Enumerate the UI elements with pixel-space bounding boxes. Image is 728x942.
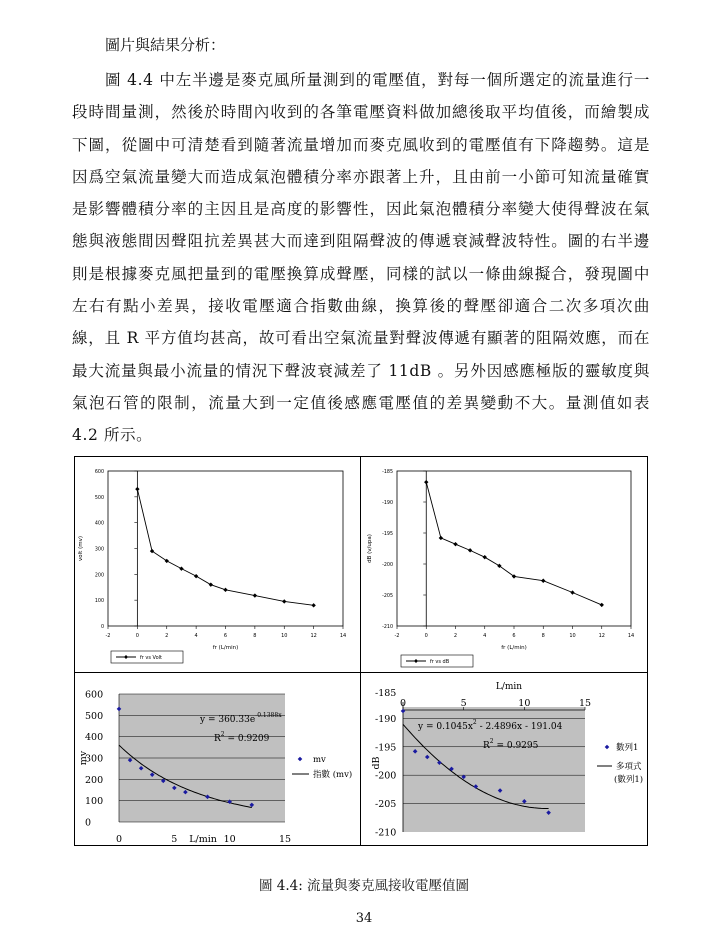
page-number: 34 <box>355 911 373 926</box>
legend <box>111 651 183 663</box>
trend-equation: $y = 0.1045x^2 - 2.4896x - 191.04$ <box>418 719 563 732</box>
y-tick-label: 600 <box>94 470 104 475</box>
x-tick-label: 10 <box>569 633 576 639</box>
legend-marker <box>605 745 610 750</box>
x-tick-label: 5 <box>171 834 178 845</box>
y-tick-label: -200 <box>382 563 393 568</box>
data-point <box>453 542 457 546</box>
y-tick-label: 500 <box>85 710 104 722</box>
x-tick-label: 4 <box>483 633 487 639</box>
y-tick-label: -195 <box>375 742 397 754</box>
data-point <box>424 480 428 484</box>
y-tick-label: -190 <box>382 501 393 506</box>
trend-equation: $y = 360.33e^{-0.1388x}$ <box>200 712 282 725</box>
legend-label: mv <box>313 755 326 765</box>
x-tick-label: 0 <box>115 834 123 845</box>
x-tick-label: 15 <box>278 834 292 845</box>
chart-4 <box>371 682 643 839</box>
chart-2 <box>367 469 634 667</box>
x-tick-label: 2 <box>453 633 458 639</box>
plot-frame <box>108 471 343 626</box>
section-heading: 圖片與結果分析： <box>105 36 226 54</box>
y-tick-label: 100 <box>94 599 104 605</box>
y-tick-label: 400 <box>94 521 104 527</box>
x-tick-label: 10 <box>518 698 531 709</box>
data-point <box>223 588 227 592</box>
chart-3 <box>78 690 352 846</box>
y-tick-label: 400 <box>85 732 104 744</box>
x-tick-label: 8 <box>541 633 545 639</box>
data-point <box>439 536 443 540</box>
data-point <box>209 582 213 586</box>
x-tick-label: 5 <box>460 698 467 709</box>
chart-1 <box>78 469 346 663</box>
legend-label: (數列1) <box>614 775 644 785</box>
y-tick-label: -200 <box>375 770 397 782</box>
legend <box>401 655 473 667</box>
data-point <box>483 555 487 559</box>
x-tick-label: 14 <box>627 633 635 639</box>
x-tick-label: 14 <box>339 633 347 639</box>
figure-4-4 <box>74 456 648 846</box>
x-tick-label: 0 <box>399 698 407 709</box>
y-tick-label: -185 <box>375 688 397 699</box>
y-tick-label: -205 <box>375 799 397 811</box>
x-tick-label: 6 <box>512 633 516 639</box>
legend-marker <box>298 757 303 762</box>
y-tick-label: -210 <box>375 827 397 839</box>
r-squared: $R^2 = 0.9209$ <box>214 731 270 744</box>
figure-charts <box>75 457 647 845</box>
x-tick-label: 0 <box>424 633 428 639</box>
legend-label: 指數 (mv) <box>313 770 353 780</box>
r-squared: $R^2 = 0.9295$ <box>483 738 539 751</box>
legend <box>597 742 643 785</box>
x-axis-label: fr (L/min) <box>501 645 527 651</box>
y-tick-label: 300 <box>94 547 104 553</box>
y-tick-label: 100 <box>85 796 104 808</box>
y-tick-label: -185 <box>382 470 393 475</box>
series-line <box>426 482 602 605</box>
x-tick-label: -2 <box>105 633 111 639</box>
body-paragraph: 圖 4.4 中左半邊是麥克風所量測到的電壓值，對每一個所選定的流量進行一段時間量測，然後於時間內收到的各筆電壓資料做加總後取平均值後，而繪製成下圖，從圖中可清楚看到隨著流量增加而麥克風收到的電壓值有下降趨勢。這是因爲空氣流量變大而造成氣泡體積分率亦跟著上升，且由前一小節可知流量確實是影響體積分率的主因且是高度的影響性，因此氣泡體積分率變大使得聲波在氣態與液態間因聲阻抗差異甚大而達到阻隔聲波的傳遞衰減聲波特性。圖的右半邊則是根據麥克風把量到的電壓換算成聲壓，同樣的試以一條曲線擬合，發現圖中左右有點小差異，接收電壓適合指數曲線，換算後的聲壓卻適合二次多項次曲線，且 R 平方值均甚高，故可看出空氣流量對聲波傳遞有顯著的阻隔效應，而在最大流量與最小流量的情況下聲波衰減差了 11dB 。另外因感應極版的靈敏度與氣泡石管的限制，流量大到一定值後感應電壓值的差異變動不大。量測值如表 4.2 所示。 <box>72 71 650 445</box>
data-point <box>468 548 472 552</box>
x-tick-label: 15 <box>578 698 592 709</box>
x-tick-label: 10 <box>223 834 236 845</box>
x-tick-label: 10 <box>281 633 288 639</box>
data-point <box>194 574 198 578</box>
y-tick-label: 500 <box>94 495 104 501</box>
x-tick-label: 12 <box>310 633 317 639</box>
figure-caption: 圖 4.4: 流量與麥克風接收電壓值圖 <box>258 878 470 894</box>
y-axis-label: mv <box>78 750 89 766</box>
legend <box>292 755 352 780</box>
data-point <box>570 590 574 594</box>
x-tick-label: -2 <box>394 633 400 639</box>
y-tick-label: -210 <box>382 625 393 630</box>
legend-label: fr vs Volt <box>140 655 162 661</box>
y-tick-label: -205 <box>382 594 393 599</box>
data-point <box>282 599 286 603</box>
x-axis-label: L/min <box>495 682 523 692</box>
legend-label: fr vs dB <box>430 659 450 665</box>
legend-label: 多項式 <box>616 762 642 772</box>
y-axis-label: dB <box>371 756 382 770</box>
y-tick-label: 200 <box>85 774 104 786</box>
y-tick-label: 0 <box>100 625 104 630</box>
data-point <box>179 566 183 570</box>
data-point <box>541 579 545 583</box>
data-point <box>135 487 139 491</box>
x-tick-label: 6 <box>223 633 228 639</box>
y-tick-label: -190 <box>375 713 397 725</box>
data-point <box>311 603 315 607</box>
y-tick-label: 0 <box>85 817 92 829</box>
y-tick-label: 300 <box>85 753 104 765</box>
x-axis-label: L/min <box>189 834 217 845</box>
x-tick-label: 4 <box>194 633 198 639</box>
legend-label: 數列1 <box>616 743 639 753</box>
x-tick-label: 12 <box>598 633 605 639</box>
y-axis-label: volt (mv) <box>78 536 84 561</box>
x-tick-label: 0 <box>135 633 139 639</box>
data-point <box>600 603 604 607</box>
y-tick-label: 600 <box>85 689 104 701</box>
x-axis-label: fr (L/min) <box>212 645 239 651</box>
y-tick-label: 200 <box>94 573 104 579</box>
x-tick-label: 8 <box>253 633 257 639</box>
data-point <box>253 593 257 597</box>
y-axis-label: dB (v/upa) <box>367 534 373 563</box>
y-tick-label: -195 <box>382 532 393 537</box>
x-tick-label: 2 <box>165 633 169 639</box>
